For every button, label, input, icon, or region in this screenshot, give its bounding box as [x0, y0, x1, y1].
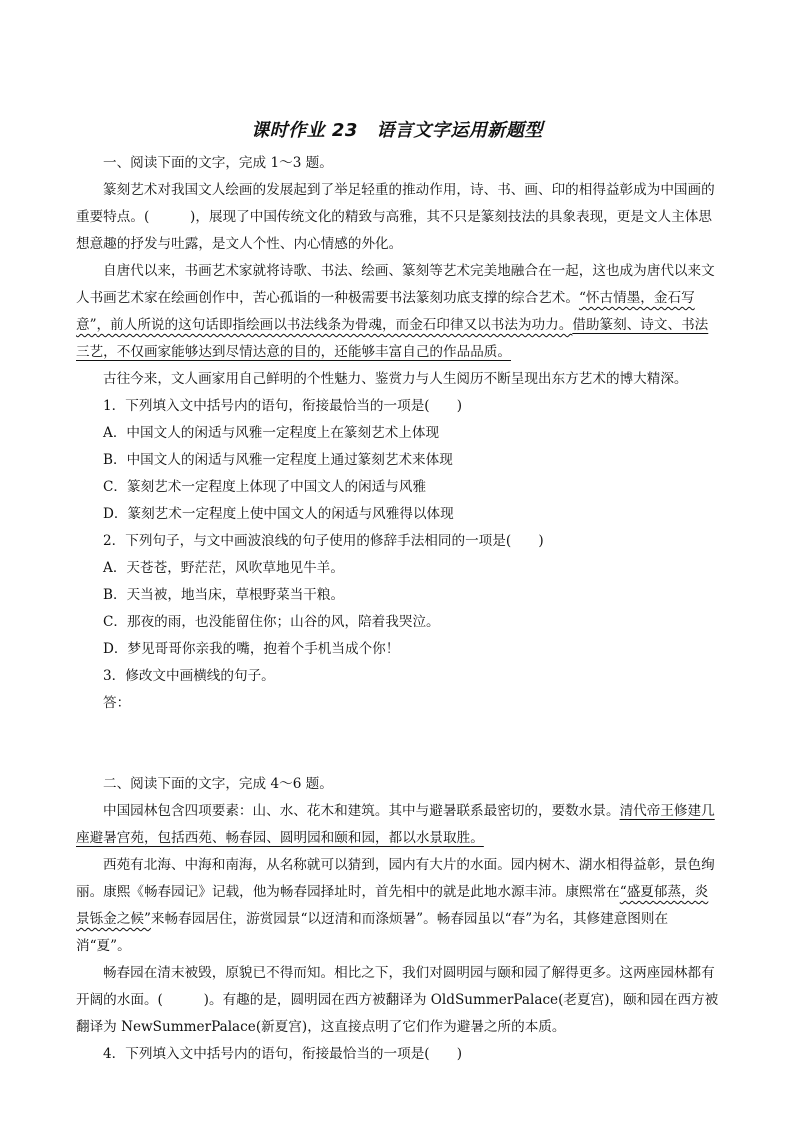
section-2-passage-paragraph-2 — [76, 852, 720, 960]
question-2-option-d: D．梦见哥哥你亲我的嘴，抱着个手机当成个你！ — [103, 641, 400, 657]
paragraph-text: 西苑有北海、中海和南海，从名称就可以猜到，园内有大片的水面。园内树木、湖水相得益彰，景色绚丽。康熙《畅春园记》记载，他为畅春园择址时，首先相中的就是此地水源丰沛。康熙常在 — [76, 857, 715, 900]
worksheet-content — [76, 150, 720, 1068]
question-2-option-a: A．天苍苍，野茫茫，风吹草地见牛羊。 — [103, 560, 344, 576]
question-1-option-d: D．篆刻艺术一定程度上使中国文人的闲适与风雅得以体现 — [103, 506, 454, 522]
question-4: 4．下列填入文中括号内的语句，衔接最恰当的一项是( ) — [103, 1046, 463, 1062]
underlined-sentence: 借助篆刻、诗文、书法三艺，不仅画家能够达到尽情达意的目的，还能够丰富自己的作品品质。 — [76, 317, 709, 360]
section-1-heading: 一、阅读下面的文字，完成 1～3 题。 — [103, 155, 333, 171]
paragraph-text: 自唐代以来，书画艺术家就将诗歌、书法、绘画、篆刻等艺术完美地融合在一起，这也成为唐代以来文人书画艺术家在绘画创作中，苦心孤诣的一种极需要书法篆刻功底支撑的综合艺术。 — [76, 263, 715, 306]
section-2-passage-paragraph-1 — [76, 798, 720, 852]
question-2: 2．下列句子，与文中画波浪线的句子使用的修辞手法相同的一项是( ) — [103, 533, 544, 549]
question-2-option-c: C．那夜的雨，也没能留住你；山谷的风，陪着我哭泣。 — [103, 614, 440, 630]
wavy-underlined-sentence: “怀古情墨，金石写意” — [76, 290, 695, 333]
section-1-passage-paragraph-3: 古往今来，文人画家用自己鲜明的个性魅力、鉴赏力与人生阅历不断呈现出东方艺术的博大精深。 — [103, 371, 688, 387]
question-2-option-b: B．天当被，地当床，草根野菜当干粮。 — [103, 587, 345, 603]
wavy-underlined-phrase: “盛夏郁蒸，炎景铄金之候” — [76, 884, 709, 927]
question-1-option-b: B．中国文人的闲适与风雅一定程度上通过篆刻艺术来体现 — [103, 452, 453, 468]
answer-space — [76, 717, 720, 744]
question-1: 1．下列填入文中括号内的语句，衔接最恰当的一项是( ) — [103, 398, 463, 414]
page-title: 课时作业 23 语言文字运用新题型 — [251, 120, 543, 141]
underlined-sentence: 清代帝王修建几座避暑宫苑，包括西苑、畅春园、圆明园和颐和园，都以水景取胜。 — [76, 803, 715, 846]
paragraph-text: 中国园林包含四项要素：山、水、花木和建筑。其中与避暑联系最密切的，要数水景。 — [103, 803, 620, 819]
section-1-passage-paragraph-2 — [76, 258, 720, 366]
section-spacer — [76, 744, 720, 771]
question-1-option-c: C．篆刻艺术一定程度上体现了中国文人的闲适与风雅 — [103, 479, 427, 495]
section-2-heading: 二、阅读下面的文字，完成 4～6 题。 — [103, 776, 333, 792]
question-1-option-a: A．中国文人的闲适与风雅一定程度上在篆刻艺术上体现 — [103, 425, 440, 441]
paragraph-text-continued: 来畅春园居住，游赏园景“以迓清和而涤烦暑”。畅春园虽以“春”为名，其修建意图则在消“夏”。 — [76, 911, 669, 954]
answer-label: 答： — [103, 695, 131, 711]
section-1-passage-paragraph-1: 篆刻艺术对我国文人绘画的发展起到了举足轻重的推动作用，诗、书、画、印的相得益彰成为中国画的重要特点。( )，展现了中国传统文化的精致与高雅，其不只是篆刻技法的具象表现，更是文人主体思想意趣的抒发与吐露，是文人个性、内心情感的外化。 — [76, 182, 715, 252]
question-3: 3．修改文中画横线的句子。 — [103, 668, 275, 684]
wavy-underlined-sentence-continued: ，前人所说的这句话即指绘画以书法线条为骨魂，而金石印律又以书法为功力。 — [96, 317, 573, 333]
section-2-passage-paragraph-3: 畅春园在清末被毁，原貌已不得而知。相比之下，我们对圆明园与颐和园了解得更多。这两座园林都有开阔的水面。( )。有趣的是，圆明园在西方被翻译为 OldSummerPalace(老夏宫)，颐和园在西方被翻译为 NewSummerPalace(新夏宫)，这直接点明了它们作为避暑之所的本质。 — [76, 965, 719, 1035]
